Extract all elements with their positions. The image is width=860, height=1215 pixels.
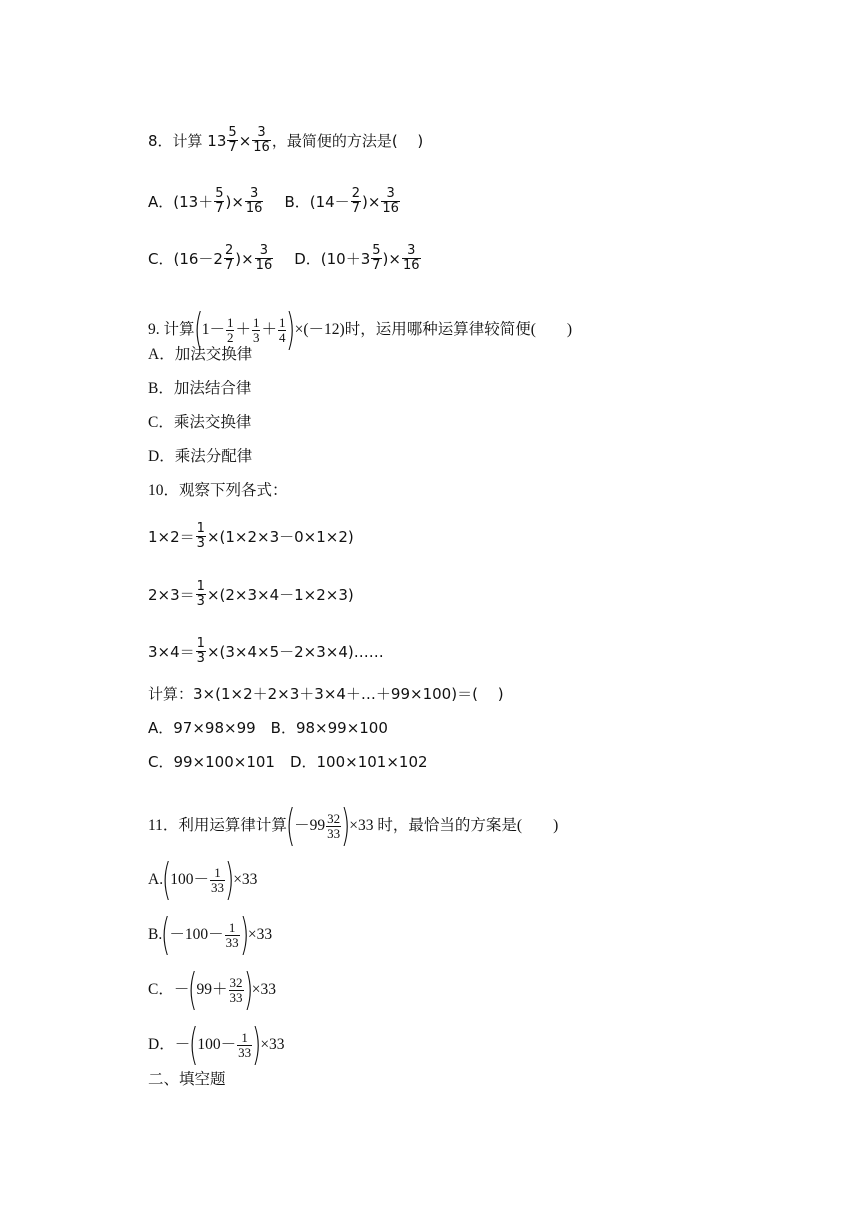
fraction: $\frac{1}{3}$ — [196, 636, 205, 666]
fraction: $\frac{3}{16}$ — [255, 243, 273, 273]
q8-options-cd: C．(16－2 $\frac{2}{7}$ )× $\frac{3}{16}$ D．(10＋3 $\frac{5}{7}$ )× $\frac{3}{16}$ — [148, 243, 420, 273]
fraction: $\frac{2}{7}$ — [224, 243, 234, 273]
q9-stem: 9. 计算 ( 1－ $\frac{1}{2}$ ＋ $\frac{1}{3}$ ＋ $\frac{1}{4}$ ) ×(－12)时，运用哪种运算律较简便( ) — [148, 304, 573, 355]
section-heading: 二、填空题 — [148, 1071, 226, 1088]
fraction: $\frac{1}{3}$ — [196, 579, 205, 609]
q11-option-a: A. ( 100－ $\frac{1}{33}$ ) ×33 — [148, 854, 258, 905]
fraction: $\frac{1}{33}$ — [238, 1029, 252, 1060]
q10-eq2: 2×3＝ $\frac{1}{3}$ ×(2×3×4－1×2×3) — [148, 579, 354, 609]
parenthesized-expression: ( －99 $\frac{32}{33}$ ) — [285, 800, 351, 851]
q10-compute: 计算：3×(1×2＋2×3＋3×4＋…＋99×100)＝( ) — [148, 685, 504, 703]
q10-eq1: 1×2＝ $\frac{1}{3}$ ×(1×2×3－0×1×2) — [148, 521, 354, 551]
fraction: $\frac{1}{33}$ — [211, 864, 225, 895]
fraction: $\frac{5}{7}$ — [228, 125, 237, 155]
fraction: $\frac{1}{3}$ — [252, 314, 260, 345]
q9-option-a: A．加法交换律 — [148, 346, 253, 363]
q8-stem: 8．计算 13 $\frac{5}{7}$ × $\frac{3}{16}$ ，最简便的方法是( ) — [148, 125, 424, 155]
fraction: $\frac{32}{33}$ — [327, 810, 341, 841]
fraction: $\frac{5}{7}$ — [215, 186, 224, 216]
q9-option-c: C．乘法交换律 — [148, 414, 252, 431]
q11-stem: 11．利用运算律计算 ( －99 $\frac{32}{33}$ ) ×33 时，最恰当的方案是( ) — [148, 800, 559, 851]
fraction: $\frac{3}{16}$ — [402, 243, 420, 273]
q11-option-d: D．－ ( 100－ $\frac{1}{33}$ ) ×33 — [148, 1019, 285, 1070]
fraction: $\frac{1}{2}$ — [226, 314, 234, 345]
fraction: $\frac{1}{3}$ — [196, 521, 205, 551]
fraction: $\frac{32}{33}$ — [229, 974, 243, 1005]
q10-stem: 10．观察下列各式： — [148, 482, 288, 499]
q9-option-d: D．乘法分配律 — [148, 448, 253, 465]
fraction: $\frac{3}{16}$ — [245, 186, 263, 216]
q10-options-cd: C．99×100×101 D．100×101×102 — [148, 753, 428, 771]
fraction: $\frac{2}{7}$ — [351, 186, 360, 216]
fraction: $\frac{3}{16}$ — [382, 186, 399, 216]
q8-options-ab: A．(13＋ $\frac{5}{7}$ )× $\frac{3}{16}$ B．(14－ $\frac{2}{7}$ )× $\frac{3}{16}$ — [148, 186, 399, 216]
q11-option-c: C．－ ( 99＋ $\frac{32}{33}$ ) ×33 — [148, 964, 276, 1015]
q10-options-ab: A．97×98×99 B．98×99×100 — [148, 719, 388, 737]
fraction: $\frac{1}{4}$ — [278, 314, 286, 345]
fraction: $\frac{3}{16}$ — [253, 125, 270, 155]
q11-option-b: B. ( －100－ $\frac{1}{33}$ ) ×33 — [148, 909, 273, 960]
q10-eq3: 3×4＝ $\frac{1}{3}$ ×(3×4×5－2×3×4)…… — [148, 636, 384, 666]
fraction: $\frac{1}{33}$ — [225, 919, 239, 950]
parenthesized-expression: ( 1－ $\frac{1}{2}$ ＋ $\frac{1}{3}$ ＋ $\frac{1}{4}$ ) — [193, 304, 296, 355]
q9-option-b: B．加法结合律 — [148, 380, 252, 397]
fraction: $\frac{5}{7}$ — [372, 243, 381, 273]
